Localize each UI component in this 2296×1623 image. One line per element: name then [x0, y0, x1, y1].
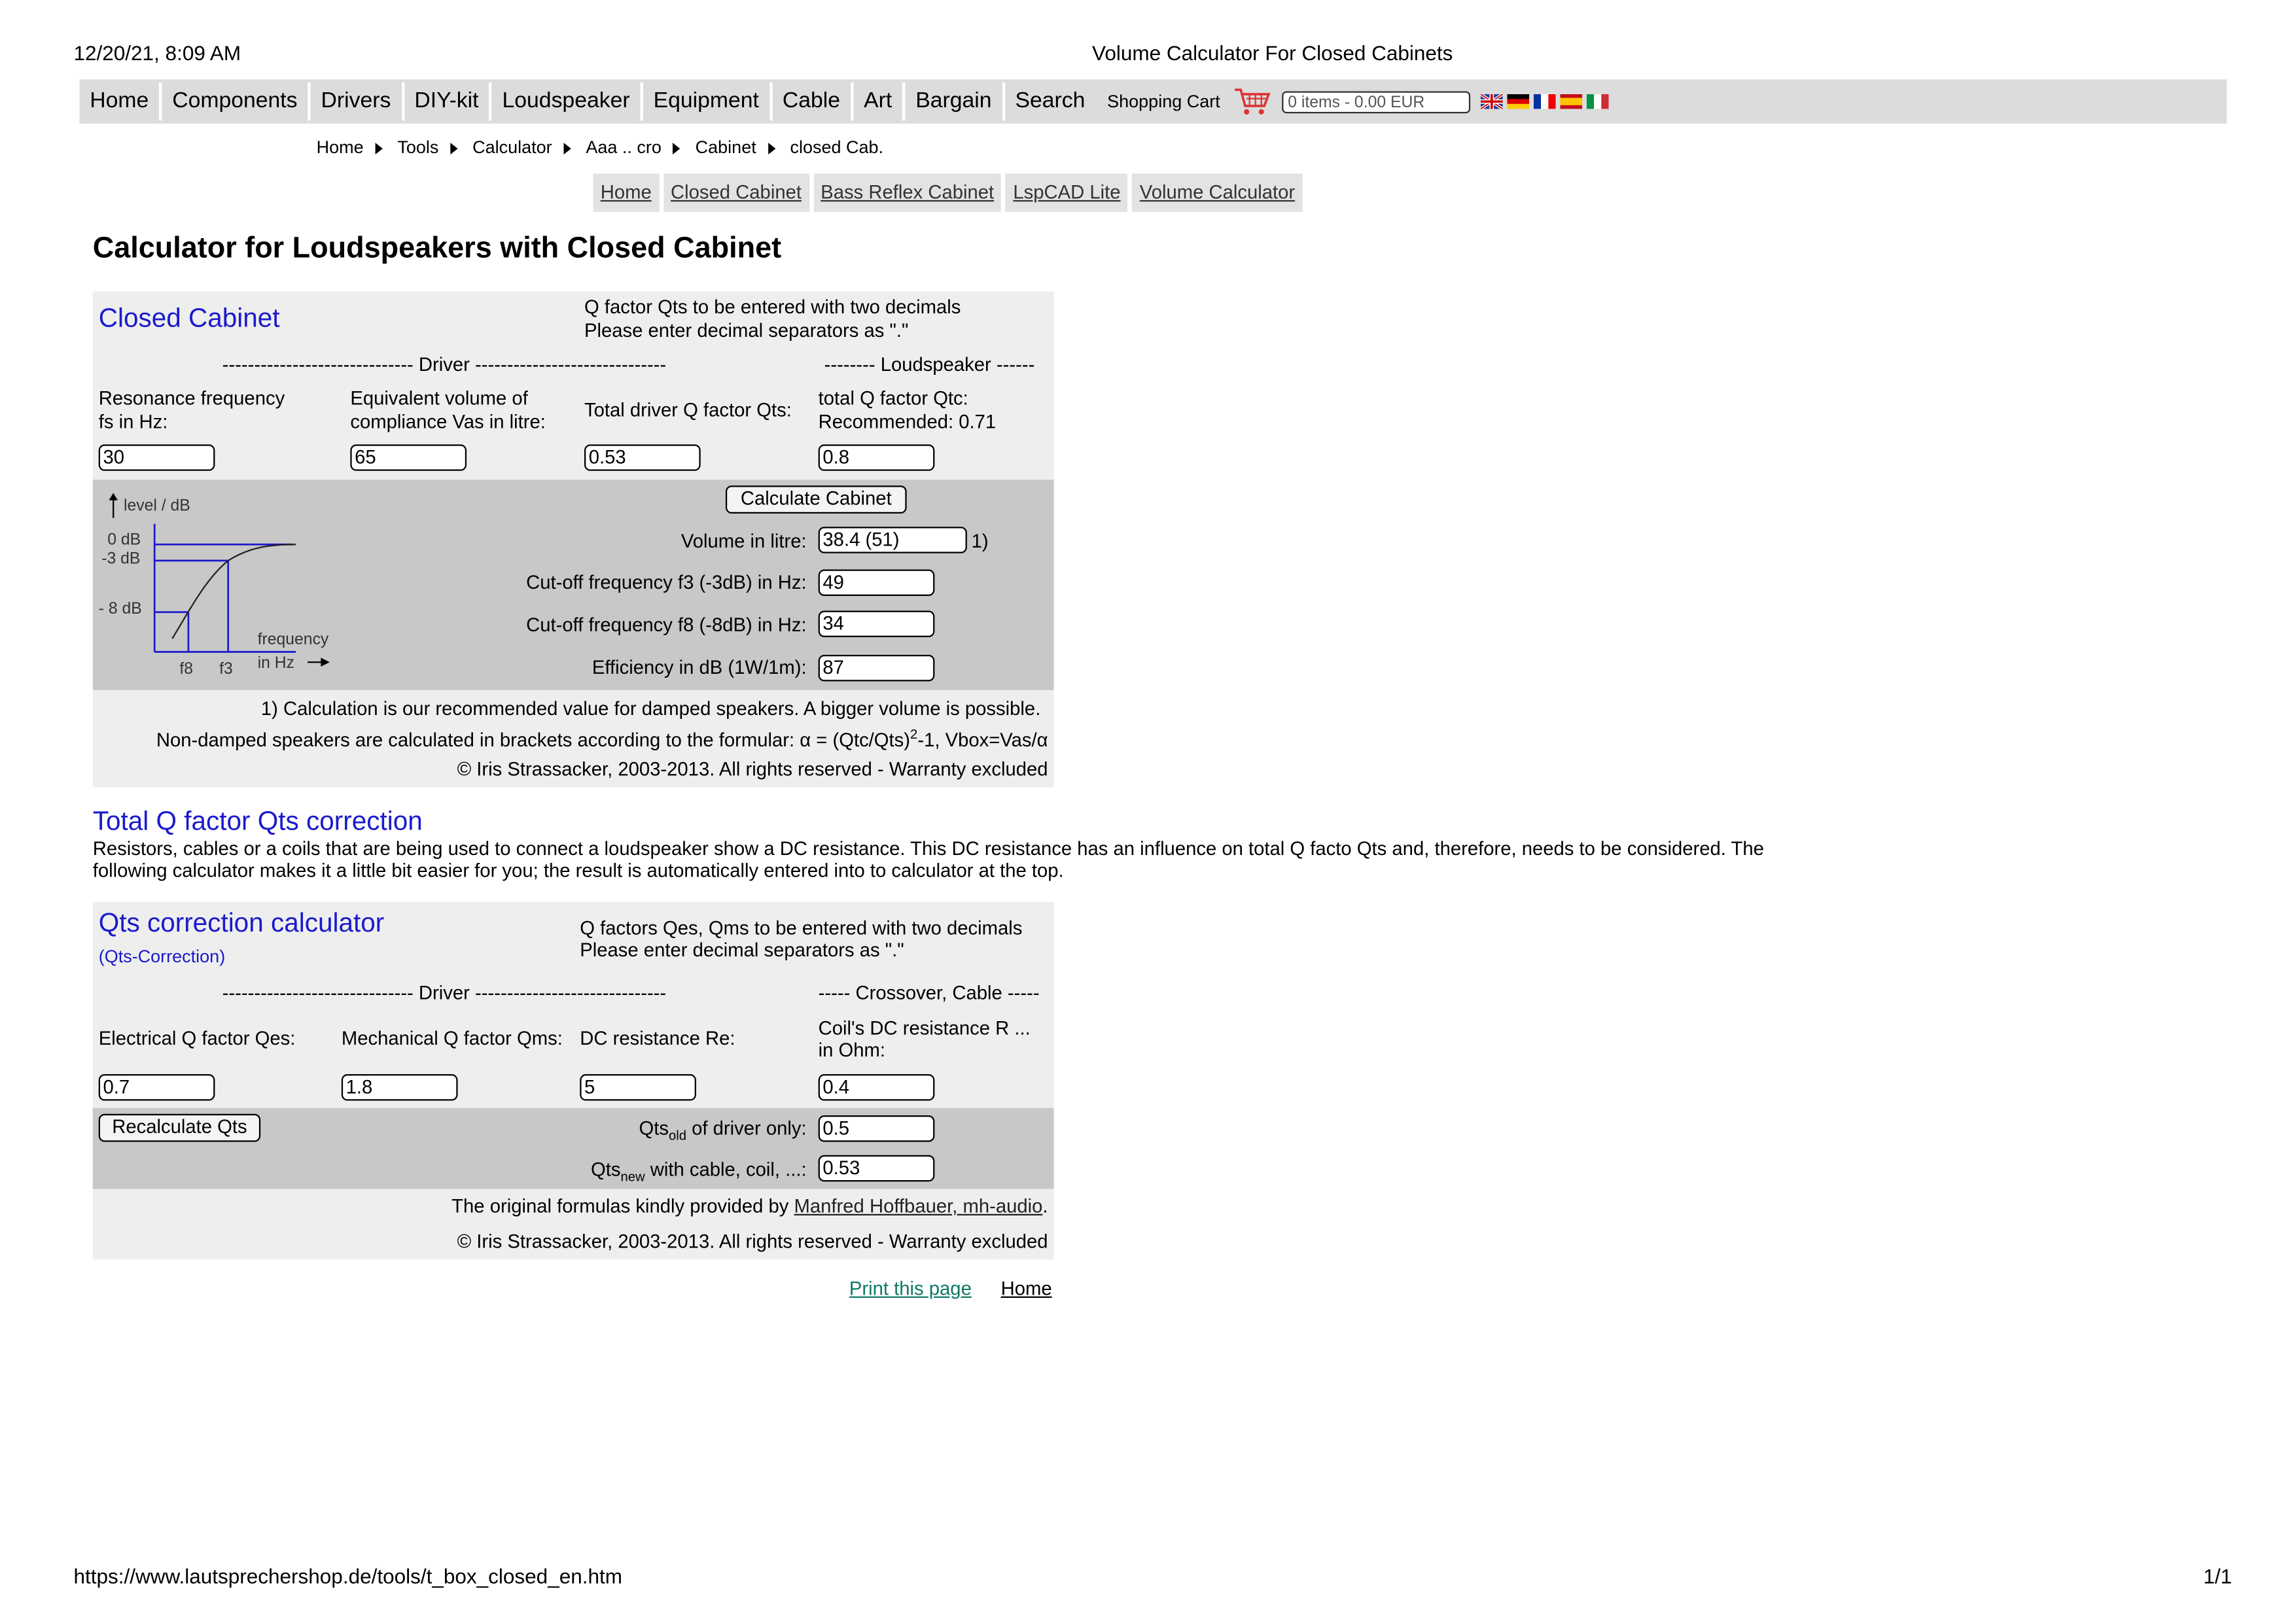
breadcrumb-item[interactable]: Tools — [397, 137, 457, 157]
coil-input[interactable]: 0.4 — [819, 1074, 935, 1100]
crossover-divider: ----- Crossover, Cable ----- — [818, 981, 1040, 1004]
graph-x-label: frequency — [257, 631, 329, 649]
qts-old-output[interactable]: 0.5 — [819, 1115, 935, 1142]
graph-0db: 0 dB — [107, 531, 141, 550]
cart-summary[interactable]: 0 items - 0.00 EUR — [1282, 90, 1470, 113]
qts-new-label: Qts$_{new}$ with cable, coil, ...: — [590, 1158, 807, 1184]
qts-new-output[interactable]: 0.53 — [819, 1155, 935, 1181]
qes-label: Electrical Q factor Qes: — [98, 1027, 296, 1049]
qes-input[interactable]: 0.7 — [99, 1074, 215, 1100]
graph-3db: -3 dB — [101, 550, 141, 568]
coil-label: Coil's DC resistance R ... — [818, 1017, 1031, 1039]
home-link[interactable]: Home — [1000, 1277, 1052, 1300]
graph-y-label: level / dB — [123, 497, 190, 515]
qts-calc-heading: Qts correction calculator — [98, 907, 385, 937]
subnav-volume-calculator[interactable]: Volume Calculator — [1133, 173, 1303, 211]
decimal-note: Please enter decimal separators as "." — [584, 319, 909, 341]
nav-loudspeaker[interactable]: Loudspeaker — [492, 82, 643, 120]
nav-search[interactable]: Search — [1015, 88, 1086, 114]
volume-output[interactable]: 38.4 (51) — [819, 527, 967, 553]
closed-cabinet-results — [93, 480, 1054, 690]
subnav-bass-reflex[interactable]: Bass Reflex Cabinet — [813, 173, 1001, 211]
vas-label-unit: compliance Vas in litre: — [350, 410, 546, 433]
flag-uk-icon[interactable] — [1481, 94, 1503, 109]
breadcrumb-item[interactable]: Calculator — [472, 137, 571, 157]
nav-diy-kit[interactable]: DIY-kit — [404, 82, 492, 120]
qts-driver-divider: ------------------------------ Driver ------------------------------ — [222, 981, 667, 1004]
recalculate-qts-button[interactable]: Recalculate Qts — [99, 1114, 260, 1142]
volume-footnote-ref: 1) — [971, 529, 989, 552]
chevron-right-icon — [450, 143, 457, 154]
qts-input[interactable]: 0.53 — [584, 444, 701, 470]
efficiency-label: Efficiency in dB (1W/1m): — [592, 656, 807, 678]
mh-audio-link[interactable]: Manfred Hoffbauer, mh-audio — [794, 1195, 1043, 1217]
vas-label: Equivalent volume of — [350, 387, 528, 410]
print-page-number: 1/1 — [2203, 1564, 2233, 1588]
f3-output[interactable]: 49 — [819, 570, 935, 596]
qtc-label: total Q factor Qtc: — [818, 387, 968, 410]
flag-it-icon[interactable] — [1587, 94, 1609, 109]
print-page-link[interactable]: Print this page — [849, 1277, 972, 1300]
qts-correction-heading: Total Q factor Qts correction — [92, 806, 423, 836]
fs-label-unit: fs in Hz: — [98, 410, 168, 433]
graph-f8: f8 — [179, 660, 194, 678]
graph-x-unit: in Hz — [257, 654, 295, 672]
coil-label-unit: in Ohm: — [818, 1039, 886, 1061]
shopping-cart-icon[interactable] — [1232, 85, 1273, 117]
breadcrumb — [317, 137, 898, 157]
closed-cabinet-notes — [93, 690, 1054, 787]
nav-bargain[interactable]: Bargain — [905, 82, 1004, 120]
flag-de-icon[interactable] — [1507, 94, 1529, 109]
print-datetime: 12/20/21, 8:09 AM — [73, 41, 241, 65]
driver-divider: ------------------------------ Driver ------------------------------ — [222, 353, 667, 375]
breadcrumb-item[interactable]: Home — [317, 137, 383, 157]
breadcrumb-current: closed Cab. — [790, 137, 884, 158]
qms-label: Mechanical Q factor Qms: — [341, 1027, 563, 1049]
qts-calc-subheading: (Qts-Correction) — [98, 946, 226, 967]
f3-label: Cut-off frequency f3 (-3dB) in Hz: — [526, 570, 807, 593]
page-title: Calculator for Loudspeakers with Closed Cabinet — [92, 232, 782, 265]
nav-home[interactable]: Home — [79, 82, 162, 120]
flag-fr-icon[interactable] — [1534, 94, 1556, 109]
print-url: https://www.lautsprechershop.de/tools/t_box_closed_en.htm — [73, 1564, 623, 1588]
qts-note: Q factor Qts to be entered with two decimals — [584, 296, 961, 318]
nav-art[interactable]: Art — [853, 82, 905, 120]
print-title: Volume Calculator For Closed Cabinets — [1092, 41, 1453, 65]
qts-calc-notes — [93, 1189, 1054, 1260]
qes-qms-note: Q factors Qes, Qms to be entered with two decimals — [580, 916, 1023, 939]
subnav-closed-cabinet[interactable]: Closed Cabinet — [663, 173, 809, 211]
formula-credit: The original formulas kindly provided by Manfred Hoffbauer, mh-audio. — [451, 1195, 1048, 1217]
f8-label: Cut-off frequency f8 (-8dB) in Hz: — [526, 613, 807, 636]
fs-input[interactable]: 30 — [99, 444, 215, 470]
subnav-lspcad-lite[interactable]: LspCAD Lite — [1006, 173, 1128, 211]
qts-old-label: Qts$_{old}$ of driver only: — [639, 1117, 807, 1143]
qtc-recommended: Recommended: 0.71 — [818, 410, 997, 433]
sub-nav — [593, 173, 1307, 211]
nav-components[interactable]: Components — [162, 82, 310, 120]
re-input[interactable]: 5 — [580, 1074, 696, 1100]
f8-output[interactable]: 34 — [819, 611, 935, 637]
volume-label: Volume in litre: — [680, 529, 807, 552]
graph-8db: - 8 dB — [98, 600, 142, 618]
main-nav — [79, 79, 2227, 123]
response-graph — [93, 485, 351, 686]
qtc-input[interactable]: 0.8 — [819, 444, 935, 470]
subnav-home[interactable]: Home — [593, 173, 660, 211]
qts-calc-results — [93, 1108, 1054, 1189]
nav-equipment[interactable]: Equipment — [643, 82, 772, 120]
footnote-2: Non-damped speakers are calculated in brackets according to the formular: $\alpha = (Qtc/Qts)^2-1$, Vbox=Vas/α — [156, 727, 1048, 751]
closed-cabinet-inputs — [93, 291, 1054, 480]
calculate-cabinet-button[interactable]: Calculate Cabinet — [726, 485, 907, 514]
closed-copyright: © Iris Strassacker, 2003-2013. All rights reserved - Warranty excluded — [457, 758, 1048, 780]
chevron-right-icon — [768, 143, 775, 154]
nav-drivers[interactable]: Drivers — [311, 82, 404, 120]
qts-label: Total driver Q factor Qts: — [584, 398, 792, 421]
fs-label: Resonance frequency — [98, 387, 285, 410]
graph-f3: f3 — [219, 660, 233, 678]
breadcrumb-item[interactable]: Cabinet — [696, 137, 775, 157]
closed-cabinet-heading: Closed Cabinet — [98, 303, 280, 333]
chevron-right-icon — [376, 143, 383, 154]
qts-correction-description: Resistors, cables or a coils that are being used to connect a loudspeaker show a DC resistance. This DC resistance has an influence on total Q facto Qts and, therefore, needs to be considered. The following calculator makes it a little bit easier for you; the result is automatically entered into to calculator at the top. — [92, 837, 1764, 882]
footnote-1: 1) Calculation is our recommended value for damped speakers. A bigger volume is possible. — [260, 697, 1041, 720]
nav-cable[interactable]: Cable — [772, 82, 853, 120]
re-label: DC resistance Re: — [580, 1027, 735, 1049]
flag-es-icon[interactable] — [1560, 94, 1582, 109]
efficiency-output[interactable]: 87 — [819, 655, 935, 681]
shopping-cart-link[interactable]: Shopping Cart — [1107, 91, 1220, 112]
loudspeaker-divider: -------- Loudspeaker ------ — [824, 353, 1035, 375]
chevron-right-icon — [673, 143, 680, 154]
qms-input[interactable]: 1.8 — [342, 1074, 458, 1100]
chevron-right-icon — [564, 143, 571, 154]
breadcrumb-item[interactable]: Aaa .. cro — [586, 137, 680, 157]
qts-copyright: © Iris Strassacker, 2003-2013. All rights reserved - Warranty excluded — [457, 1230, 1048, 1253]
qts-calc-inputs — [93, 902, 1054, 1108]
qts-decimal-note: Please enter decimal separators as "." — [580, 939, 904, 961]
vas-input[interactable]: 65 — [350, 444, 467, 470]
language-flags — [1476, 94, 1608, 109]
